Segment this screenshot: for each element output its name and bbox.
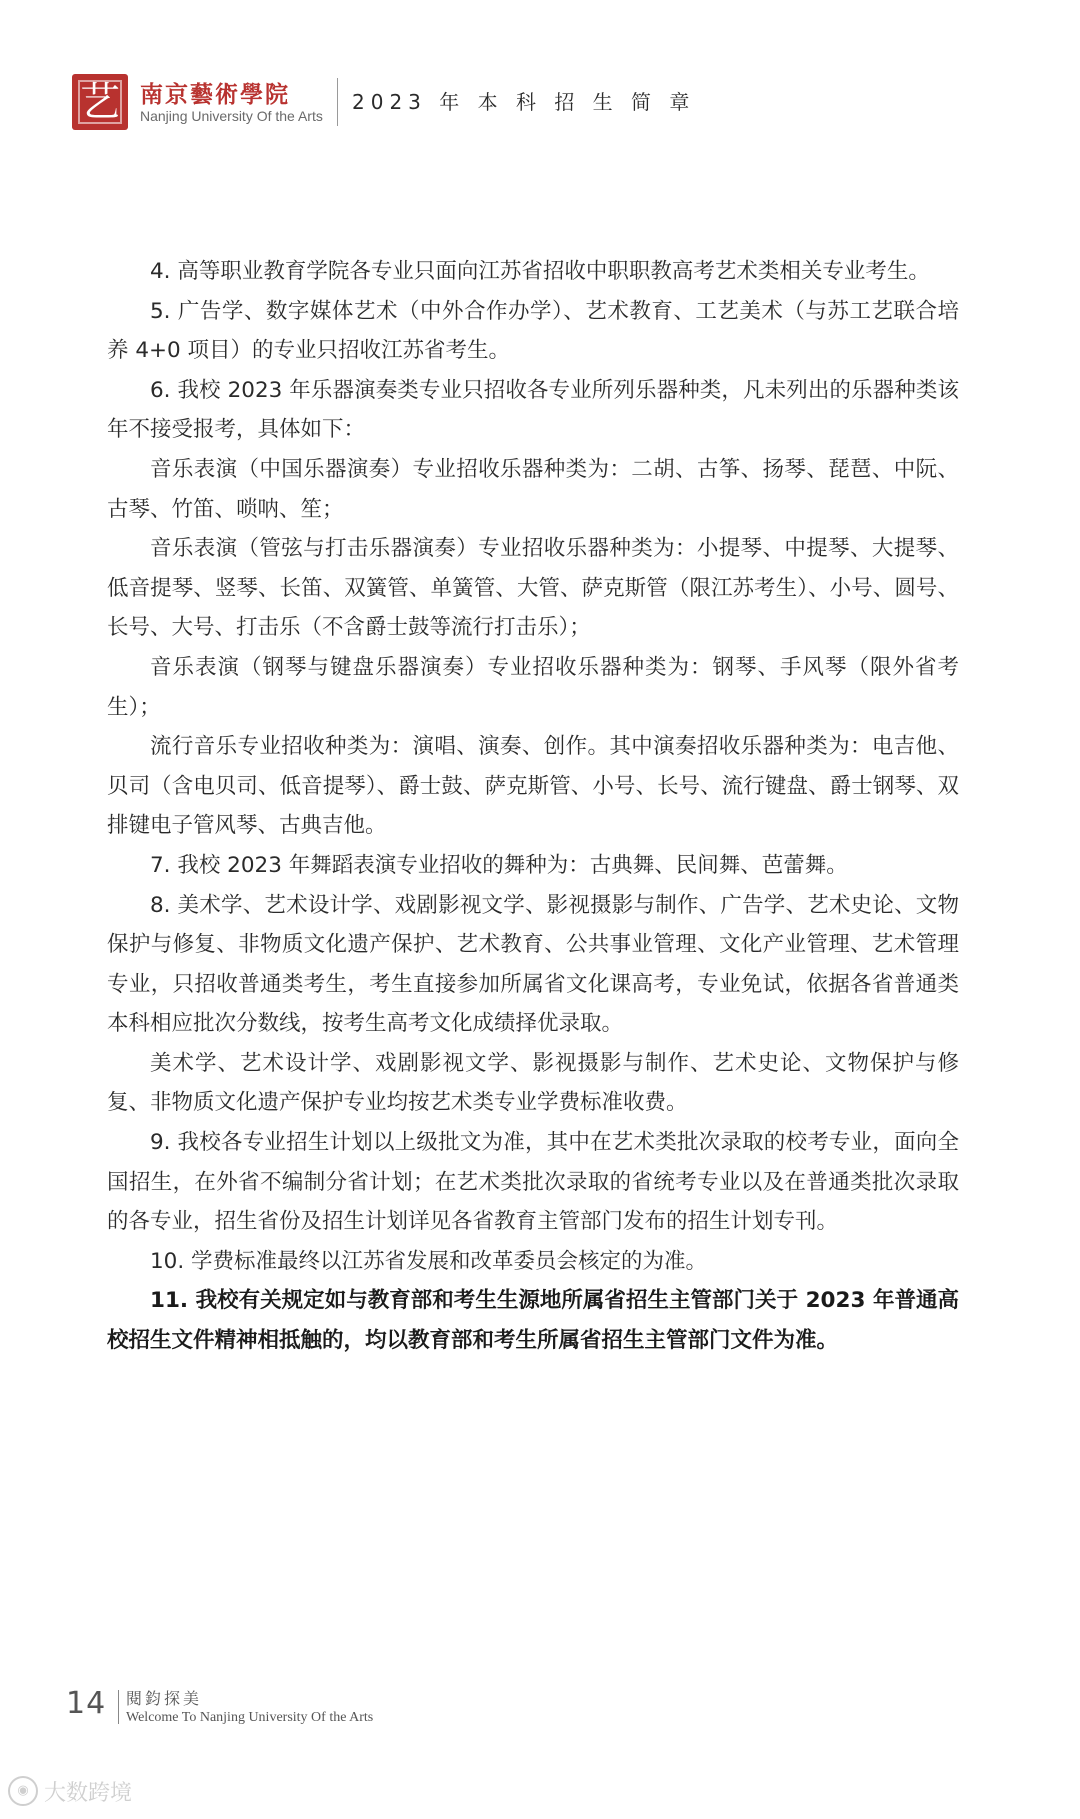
body-paragraph: 8. 美术学、艺术设计学、戏剧影视文学、影视摄影与制作、广告学、艺术史论、文物保护与修复、非物质文化遗产保护、艺术教育、公共事业管理、文化产业管理、艺术管理专业，只招收普通类考生，考生直接参加所属省文化课高考，专业免试，依据各省普通类本科相应批次分数线，按考生高考文化成绩择优录取。	[107, 892, 959, 1037]
body-paragraph: 7. 我校 2023 年舞蹈表演专业招收的舞种为：古典舞、民间舞、芭蕾舞。	[150, 852, 848, 878]
body-paragraph: 音乐表演（钢琴与键盘乐器演奏）专业招收乐器种类为：钢琴、手风琴（限外省考生）；	[107, 654, 959, 720]
page-number: 14	[66, 1686, 107, 1721]
footer-divider	[118, 1690, 119, 1724]
source-watermark	[8, 1770, 308, 1810]
body-paragraph: 10. 学费标准最终以江苏省发展和改革委员会核定的为准。	[150, 1248, 708, 1274]
page-footer	[66, 1686, 566, 1746]
main-content	[107, 252, 959, 1361]
footer-slogan-cn: 閱鈞探美	[126, 1689, 203, 1708]
body-paragraph: 音乐表演（中国乐器演奏）专业招收乐器种类为：二胡、古筝、扬琴、琵琶、中阮、古琴、竹笛、唢呐、笙；	[107, 456, 959, 522]
body-paragraph: 4. 高等职业教育学院各专业只面向江苏省招收中职职教高考艺术类相关专业考生。	[150, 259, 930, 284]
weibo-icon: ◉	[8, 1776, 38, 1806]
brochure-title: 2023 年 本 科 招 生 简 章	[352, 90, 696, 114]
body-paragraph: 9. 我校各专业招生计划以上级批文为准，其中在艺术类批次录取的校考专业，面向全国招生，在外省不编制分省计划；在艺术类批次录取的省统考专业以及在普通类批次录取的各专业，招生省份及招生计划详见各省教育主管部门发布的招生计划专刊。	[107, 1130, 959, 1235]
footer-slogan-en: Welcome To Nanjing University Of the Arts	[126, 1710, 374, 1725]
university-name-en: Nanjing University Of the Arts	[140, 108, 323, 124]
body-paragraph: 6. 我校 2023 年乐器演奏类专业只招收各专业所列乐器种类，凡未列出的乐器种类该年不接受报考，具体如下：	[107, 377, 959, 443]
body-paragraph: 美术学、艺术设计学、戏剧影视文学、影视摄影与制作、艺术史论、文物保护与修复、非物质文化遗产保护专业均按艺术类专业学费标准收费。	[107, 1050, 959, 1116]
body-paragraph: 音乐表演（管弦与打击乐器演奏）专业招收乐器种类为：小提琴、中提琴、大提琴、低音提琴、竖琴、长笛、双簧管、单簧管、大管、萨克斯管（限江苏考生）、小号、圆号、长号、大号、打击乐（不含爵士鼓等流行打击乐）；	[107, 536, 959, 641]
university-name-cn: 南京藝術學院	[140, 81, 290, 108]
header-divider	[337, 78, 338, 126]
body-paragraph: 流行音乐专业招收种类为：演唱、演奏、创作。其中演奏招收乐器种类为：电吉他、贝司（含电贝司、低音提琴）、爵士鼓、萨克斯管、小号、长号、流行键盘、爵士钢琴、双排键电子管风琴、古典吉他。	[107, 734, 959, 839]
body-paragraph: 5. 广告学、数字媒体艺术（中外合作办学）、艺术教育、工艺美术（与苏工艺联合培养 4+0 项目）的专业只招收江苏省考生。	[107, 298, 959, 364]
page-header	[72, 74, 972, 134]
watermark-text: 大数跨境	[44, 1781, 133, 1806]
university-logo-seal: 艺	[72, 74, 128, 130]
body-paragraph: 11. 我校有关规定如与教育部和考生生源地所属省招生主管部门关于 2023 年普通高校招生文件精神相抵触的，均以教育部和考生所属省招生主管部门文件为准。	[107, 1288, 959, 1354]
